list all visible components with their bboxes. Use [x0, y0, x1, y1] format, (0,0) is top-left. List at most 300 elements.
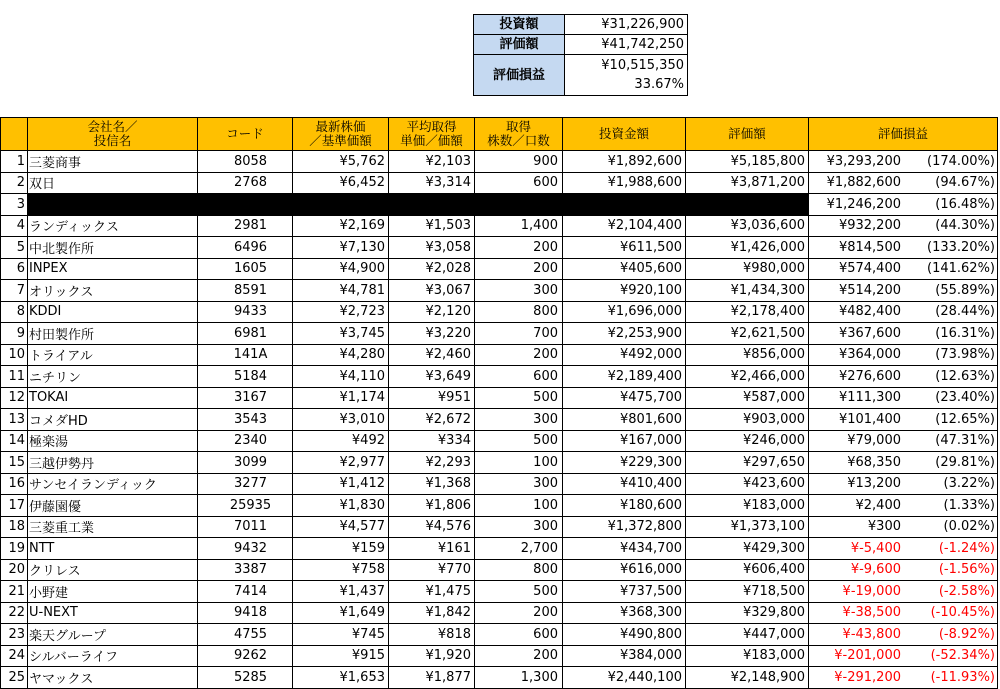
- profit-loss-cell[interactable]: [809, 258, 998, 280]
- profit-loss-cell[interactable]: [809, 387, 998, 409]
- latest-price-cell[interactable]: ¥1,830: [293, 495, 389, 517]
- stock-code-cell[interactable]: 9432: [198, 538, 293, 560]
- latest-price-cell[interactable]: ¥1,174: [293, 387, 389, 409]
- stock-code-cell[interactable]: [198, 194, 293, 216]
- avg-cost-cell[interactable]: ¥3,649: [389, 366, 475, 388]
- avg-cost-cell[interactable]: ¥4,576: [389, 516, 475, 538]
- latest-price-cell[interactable]: ¥5,762: [293, 151, 389, 173]
- row-index-cell[interactable]: 13: [1, 409, 28, 431]
- valuation-cell[interactable]: ¥329,800: [686, 602, 809, 624]
- profit-loss-percent: (1.33%): [943, 497, 995, 513]
- profit-loss-amount: ¥101,400: [838, 411, 901, 427]
- investment-amount-cell[interactable]: [563, 194, 686, 216]
- header-eval[interactable]: 評価額: [686, 118, 809, 151]
- stock-code-cell[interactable]: 2340: [198, 430, 293, 452]
- company-name-cell[interactable]: INPEX: [28, 258, 198, 280]
- profit-loss-amount: ¥574,400: [838, 261, 901, 277]
- profit-loss-percent: (12.65%): [935, 411, 995, 427]
- investment-amount-cell[interactable]: ¥384,000: [563, 645, 686, 667]
- summary-pl-value: ¥10,515,350: [601, 58, 684, 73]
- investment-amount-cell[interactable]: ¥1,988,600: [563, 172, 686, 194]
- profit-loss-cell[interactable]: [809, 473, 998, 495]
- latest-price-cell[interactable]: ¥4,900: [293, 258, 389, 280]
- company-name-cell[interactable]: ニチリン: [28, 366, 198, 388]
- investment-amount-cell[interactable]: ¥1,892,600: [563, 151, 686, 173]
- table-row: [1, 645, 998, 667]
- profit-loss-cell[interactable]: [809, 602, 998, 624]
- row-index-cell[interactable]: 12: [1, 387, 28, 409]
- latest-price-cell[interactable]: ¥2,977: [293, 452, 389, 474]
- company-name-cell[interactable]: クリレス: [28, 559, 198, 581]
- profit-loss-percent: (-52.34%): [930, 648, 995, 664]
- row-index-cell[interactable]: 24: [1, 645, 28, 667]
- latest-price-cell[interactable]: ¥4,110: [293, 366, 389, 388]
- stock-code-cell[interactable]: 3543: [198, 409, 293, 431]
- stock-code-cell[interactable]: 3099: [198, 452, 293, 474]
- stock-code-cell[interactable]: 3277: [198, 473, 293, 495]
- avg-cost-cell[interactable]: ¥2,293: [389, 452, 475, 474]
- profit-loss-cell[interactable]: [809, 559, 998, 581]
- quantity-cell[interactable]: 2,700: [475, 538, 563, 560]
- profit-loss-cell[interactable]: [809, 495, 998, 517]
- valuation-cell[interactable]: ¥1,373,100: [686, 516, 809, 538]
- stock-code-cell[interactable]: 8591: [198, 280, 293, 302]
- valuation-cell[interactable]: ¥903,000: [686, 409, 809, 431]
- profit-loss-percent: (94.67%): [935, 175, 995, 191]
- valuation-cell[interactable]: ¥1,434,300: [686, 280, 809, 302]
- table-row: [1, 495, 998, 517]
- summary-invest-value[interactable]: ¥31,226,900: [565, 15, 688, 35]
- valuation-cell[interactable]: ¥2,148,900: [686, 667, 809, 689]
- quantity-cell[interactable]: 300: [475, 473, 563, 495]
- table-row: [1, 602, 998, 624]
- profit-loss-cell[interactable]: [809, 280, 998, 302]
- quantity-cell[interactable]: 200: [475, 344, 563, 366]
- profit-loss-percent: (141.62%): [927, 261, 995, 277]
- profit-loss-percent: (55.89%): [935, 282, 995, 298]
- header-index-cell[interactable]: [1, 118, 28, 151]
- profit-loss-cell[interactable]: [809, 344, 998, 366]
- profit-loss-percent: (44.30%): [935, 218, 995, 234]
- company-name-cell[interactable]: 楽天グループ: [28, 624, 198, 646]
- header-code[interactable]: コード: [198, 118, 293, 151]
- avg-cost-cell[interactable]: ¥2,460: [389, 344, 475, 366]
- valuation-cell[interactable]: ¥2,621,500: [686, 323, 809, 345]
- profit-loss-cell[interactable]: [809, 323, 998, 345]
- stock-code-cell[interactable]: 2768: [198, 172, 293, 194]
- valuation-cell[interactable]: ¥297,650: [686, 452, 809, 474]
- latest-price-cell[interactable]: ¥745: [293, 624, 389, 646]
- table-row: [1, 559, 998, 581]
- stock-code-cell[interactable]: 2981: [198, 215, 293, 237]
- row-index-cell[interactable]: 15: [1, 452, 28, 474]
- stock-code-cell[interactable]: 9418: [198, 602, 293, 624]
- table-row: [1, 387, 998, 409]
- profit-loss-percent: (-1.56%): [938, 562, 995, 578]
- profit-loss-amount: ¥514,200: [838, 282, 901, 298]
- quantity-cell[interactable]: 500: [475, 430, 563, 452]
- latest-price-cell[interactable]: ¥3,745: [293, 323, 389, 345]
- row-index-cell[interactable]: 22: [1, 602, 28, 624]
- latest-price-cell[interactable]: ¥1,649: [293, 602, 389, 624]
- company-name-cell[interactable]: 村田製作所: [28, 323, 198, 345]
- stock-code-cell[interactable]: 4755: [198, 624, 293, 646]
- investment-amount-cell[interactable]: ¥405,600: [563, 258, 686, 280]
- quantity-cell[interactable]: 600: [475, 366, 563, 388]
- avg-cost-cell[interactable]: ¥1,842: [389, 602, 475, 624]
- table-row: [1, 452, 998, 474]
- profit-loss-amount: ¥932,200: [838, 218, 901, 234]
- profit-loss-percent: (3.22%): [943, 476, 995, 492]
- profit-loss-amount: ¥68,350: [847, 454, 901, 470]
- valuation-cell[interactable]: ¥856,000: [686, 344, 809, 366]
- avg-cost-cell[interactable]: ¥3,220: [389, 323, 475, 345]
- profit-loss-percent: (174.00%): [927, 153, 995, 169]
- investment-amount-cell[interactable]: ¥920,100: [563, 280, 686, 302]
- company-name-cell[interactable]: 中北製作所: [28, 237, 198, 259]
- profit-loss-cell[interactable]: [809, 301, 998, 323]
- table-row: [1, 538, 998, 560]
- stock-code-cell[interactable]: 5285: [198, 667, 293, 689]
- row-index-cell[interactable]: 11: [1, 366, 28, 388]
- profit-loss-cell[interactable]: [809, 516, 998, 538]
- header-avg[interactable]: [389, 118, 475, 151]
- profit-loss-percent: (-11.93%): [930, 669, 995, 685]
- avg-cost-cell[interactable]: ¥1,503: [389, 215, 475, 237]
- avg-cost-cell[interactable]: ¥2,672: [389, 409, 475, 431]
- avg-cost-cell[interactable]: ¥2,103: [389, 151, 475, 173]
- row-index-cell[interactable]: 5: [1, 237, 28, 259]
- investment-amount-cell[interactable]: ¥737,500: [563, 581, 686, 603]
- stock-code-cell[interactable]: 6496: [198, 237, 293, 259]
- header-price[interactable]: [293, 118, 389, 151]
- profit-loss-percent: (16.31%): [935, 325, 995, 341]
- quantity-cell[interactable]: 1,400: [475, 215, 563, 237]
- row-index-cell[interactable]: 19: [1, 538, 28, 560]
- profit-loss-amount: ¥1,246,200: [826, 196, 901, 212]
- valuation-cell[interactable]: ¥980,000: [686, 258, 809, 280]
- investment-amount-cell[interactable]: ¥611,500: [563, 237, 686, 259]
- quantity-cell[interactable]: 100: [475, 495, 563, 517]
- avg-cost-cell[interactable]: ¥1,920: [389, 645, 475, 667]
- profit-loss-amount: ¥-201,000: [834, 648, 901, 664]
- investment-amount-cell[interactable]: ¥229,300: [563, 452, 686, 474]
- table-row: [1, 301, 998, 323]
- summary-pl-label[interactable]: 評価損益: [474, 55, 565, 96]
- row-index-cell[interactable]: 3: [1, 194, 28, 216]
- investment-amount-cell[interactable]: ¥2,440,100: [563, 667, 686, 689]
- header-price-line1: 最新株価: [315, 119, 366, 134]
- summary-pl-row: [474, 55, 688, 96]
- profit-loss-amount: ¥276,600: [838, 368, 901, 384]
- stock-code-cell[interactable]: 9433: [198, 301, 293, 323]
- avg-cost-cell[interactable]: ¥770: [389, 559, 475, 581]
- company-name-cell[interactable]: 極楽湯: [28, 430, 198, 452]
- investment-amount-cell[interactable]: ¥434,700: [563, 538, 686, 560]
- valuation-cell[interactable]: ¥3,036,600: [686, 215, 809, 237]
- table-row: [1, 516, 998, 538]
- company-name-cell[interactable]: ヤマックス: [28, 667, 198, 689]
- profit-loss-cell[interactable]: [809, 624, 998, 646]
- quantity-cell[interactable]: 200: [475, 645, 563, 667]
- avg-cost-cell[interactable]: ¥1,877: [389, 667, 475, 689]
- quantity-cell[interactable]: 300: [475, 516, 563, 538]
- avg-cost-cell[interactable]: ¥2,120: [389, 301, 475, 323]
- valuation-cell[interactable]: ¥3,871,200: [686, 172, 809, 194]
- quantity-cell[interactable]: 200: [475, 258, 563, 280]
- profit-loss-amount: ¥1,882,600: [826, 175, 901, 191]
- header-name[interactable]: [28, 118, 198, 151]
- header-pl[interactable]: 評価損益: [809, 118, 998, 151]
- row-index-cell[interactable]: 10: [1, 344, 28, 366]
- valuation-cell[interactable]: ¥2,466,000: [686, 366, 809, 388]
- table-row: [1, 409, 998, 431]
- investment-amount-cell[interactable]: ¥167,000: [563, 430, 686, 452]
- valuation-cell[interactable]: ¥5,185,800: [686, 151, 809, 173]
- stock-code-cell[interactable]: 3167: [198, 387, 293, 409]
- quantity-cell[interactable]: 100: [475, 452, 563, 474]
- latest-price-cell[interactable]: ¥1,412: [293, 473, 389, 495]
- investment-amount-cell[interactable]: ¥1,696,000: [563, 301, 686, 323]
- row-index-cell[interactable]: 2: [1, 172, 28, 194]
- row-index-cell[interactable]: 9: [1, 323, 28, 345]
- valuation-cell[interactable]: ¥606,400: [686, 559, 809, 581]
- stock-code-cell[interactable]: 7414: [198, 581, 293, 603]
- profit-loss-percent: (-10.45%): [930, 605, 995, 621]
- latest-price-cell[interactable]: ¥915: [293, 645, 389, 667]
- header-price-line2: ／基準価額: [309, 133, 372, 148]
- investment-amount-cell[interactable]: ¥2,253,900: [563, 323, 686, 345]
- avg-cost-cell[interactable]: ¥3,058: [389, 237, 475, 259]
- stock-code-cell[interactable]: 5184: [198, 366, 293, 388]
- table-body: [1, 151, 998, 689]
- profit-loss-cell[interactable]: [809, 194, 998, 216]
- latest-price-cell[interactable]: ¥159: [293, 538, 389, 560]
- latest-price-cell[interactable]: ¥758: [293, 559, 389, 581]
- profit-loss-amount: ¥13,200: [847, 476, 901, 492]
- latest-price-cell[interactable]: ¥2,169: [293, 215, 389, 237]
- avg-cost-cell[interactable]: ¥1,475: [389, 581, 475, 603]
- latest-price-cell[interactable]: ¥1,653: [293, 667, 389, 689]
- avg-cost-cell[interactable]: ¥1,368: [389, 473, 475, 495]
- valuation-cell[interactable]: [686, 194, 809, 216]
- latest-price-cell[interactable]: ¥4,280: [293, 344, 389, 366]
- latest-price-cell[interactable]: ¥7,130: [293, 237, 389, 259]
- profit-loss-cell[interactable]: [809, 237, 998, 259]
- row-index-cell[interactable]: 17: [1, 495, 28, 517]
- profit-loss-cell[interactable]: [809, 452, 998, 474]
- profit-loss-cell[interactable]: [809, 645, 998, 667]
- company-name-cell[interactable]: 双日: [28, 172, 198, 194]
- table-row: [1, 473, 998, 495]
- investment-amount-cell[interactable]: ¥1,372,800: [563, 516, 686, 538]
- company-name-cell[interactable]: オリックス: [28, 280, 198, 302]
- profit-loss-percent: (23.40%): [935, 390, 995, 406]
- row-index-cell[interactable]: 25: [1, 667, 28, 689]
- investment-amount-cell[interactable]: ¥492,000: [563, 344, 686, 366]
- header-qty[interactable]: [475, 118, 563, 151]
- quantity-cell[interactable]: 300: [475, 280, 563, 302]
- company-name-cell[interactable]: サンセイランディック: [28, 473, 198, 495]
- investment-amount-cell[interactable]: ¥616,000: [563, 559, 686, 581]
- company-name-cell[interactable]: 三菱商事: [28, 151, 198, 173]
- profit-loss-cell[interactable]: [809, 215, 998, 237]
- company-name-cell[interactable]: 三菱重工業: [28, 516, 198, 538]
- quantity-cell[interactable]: 500: [475, 387, 563, 409]
- header-invest[interactable]: 投資金額: [563, 118, 686, 151]
- quantity-cell[interactable]: 800: [475, 301, 563, 323]
- company-name-cell[interactable]: 小野建: [28, 581, 198, 603]
- stock-code-cell[interactable]: 1605: [198, 258, 293, 280]
- valuation-cell[interactable]: ¥447,000: [686, 624, 809, 646]
- profit-loss-amount: ¥3,293,200: [826, 153, 901, 169]
- summary-eval-value[interactable]: ¥41,742,250: [565, 35, 688, 55]
- profit-loss-percent: (-8.92%): [938, 626, 995, 642]
- avg-cost-cell[interactable]: ¥334: [389, 430, 475, 452]
- profit-loss-percent: (-1.24%): [938, 540, 995, 556]
- profit-loss-amount: ¥-5,400: [850, 540, 901, 556]
- summary-eval-row: [474, 35, 688, 55]
- row-index-cell[interactable]: 21: [1, 581, 28, 603]
- row-index-cell[interactable]: 6: [1, 258, 28, 280]
- quantity-cell[interactable]: 200: [475, 237, 563, 259]
- avg-cost-cell[interactable]: ¥2,028: [389, 258, 475, 280]
- valuation-cell[interactable]: ¥2,178,400: [686, 301, 809, 323]
- valuation-cell[interactable]: ¥587,000: [686, 387, 809, 409]
- quantity-cell[interactable]: 200: [475, 602, 563, 624]
- summary-box: [473, 14, 688, 96]
- company-name-cell[interactable]: ランディックス: [28, 215, 198, 237]
- table-row: [1, 430, 998, 452]
- company-name-cell[interactable]: 伊藤園優: [28, 495, 198, 517]
- row-index-cell[interactable]: 18: [1, 516, 28, 538]
- quantity-cell[interactable]: 600: [475, 624, 563, 646]
- profit-loss-cell[interactable]: [809, 667, 998, 689]
- latest-price-cell[interactable]: [293, 194, 389, 216]
- row-index-cell[interactable]: 4: [1, 215, 28, 237]
- company-name-cell[interactable]: U-NEXT: [28, 602, 198, 624]
- company-name-cell[interactable]: [28, 194, 198, 216]
- profit-loss-cell[interactable]: [809, 172, 998, 194]
- profit-loss-cell[interactable]: [809, 581, 998, 603]
- avg-cost-cell[interactable]: ¥818: [389, 624, 475, 646]
- row-index-cell[interactable]: 23: [1, 624, 28, 646]
- row-index-cell[interactable]: 7: [1, 280, 28, 302]
- quantity-cell[interactable]: 500: [475, 581, 563, 603]
- stock-code-cell[interactable]: 9262: [198, 645, 293, 667]
- company-name-cell[interactable]: TOKAI: [28, 387, 198, 409]
- profit-loss-cell[interactable]: [809, 538, 998, 560]
- profit-loss-percent: (133.20%): [927, 239, 995, 255]
- valuation-cell[interactable]: ¥183,000: [686, 495, 809, 517]
- quantity-cell[interactable]: 600: [475, 172, 563, 194]
- latest-price-cell[interactable]: ¥6,452: [293, 172, 389, 194]
- investment-amount-cell[interactable]: ¥475,700: [563, 387, 686, 409]
- quantity-cell[interactable]: 300: [475, 409, 563, 431]
- latest-price-cell[interactable]: ¥1,437: [293, 581, 389, 603]
- quantity-cell[interactable]: 700: [475, 323, 563, 345]
- valuation-cell[interactable]: ¥1,426,000: [686, 237, 809, 259]
- stock-code-cell[interactable]: 141A: [198, 344, 293, 366]
- profit-loss-amount: ¥2,400: [855, 497, 901, 513]
- investment-amount-cell[interactable]: ¥180,600: [563, 495, 686, 517]
- investment-amount-cell[interactable]: ¥410,400: [563, 473, 686, 495]
- valuation-cell[interactable]: ¥429,300: [686, 538, 809, 560]
- valuation-cell[interactable]: ¥718,500: [686, 581, 809, 603]
- valuation-cell[interactable]: ¥423,600: [686, 473, 809, 495]
- profit-loss-cell[interactable]: [809, 366, 998, 388]
- valuation-cell[interactable]: ¥246,000: [686, 430, 809, 452]
- avg-cost-cell[interactable]: ¥951: [389, 387, 475, 409]
- valuation-cell[interactable]: ¥183,000: [686, 645, 809, 667]
- summary-eval-label[interactable]: 評価額: [474, 35, 565, 55]
- investment-amount-cell[interactable]: ¥368,300: [563, 602, 686, 624]
- quantity-cell[interactable]: [475, 194, 563, 216]
- profit-loss-amount: ¥300: [867, 519, 901, 535]
- stock-code-cell[interactable]: 25935: [198, 495, 293, 517]
- company-name-cell[interactable]: 三越伊勢丹: [28, 452, 198, 474]
- profit-loss-cell[interactable]: [809, 430, 998, 452]
- table-row: [1, 237, 998, 259]
- profit-loss-amount: ¥-9,600: [850, 562, 901, 578]
- investment-amount-cell[interactable]: ¥490,800: [563, 624, 686, 646]
- avg-cost-cell[interactable]: ¥161: [389, 538, 475, 560]
- summary-invest-row: [474, 15, 688, 35]
- stock-code-cell[interactable]: 7011: [198, 516, 293, 538]
- table-row: [1, 151, 998, 173]
- company-name-cell[interactable]: NTT: [28, 538, 198, 560]
- row-index-cell[interactable]: 16: [1, 473, 28, 495]
- profit-loss-percent: (12.63%): [935, 368, 995, 384]
- investment-amount-cell[interactable]: ¥2,104,400: [563, 215, 686, 237]
- stock-code-cell[interactable]: 8058: [198, 151, 293, 173]
- header-qty-line2: 株数／口数: [487, 133, 550, 148]
- latest-price-cell[interactable]: ¥4,577: [293, 516, 389, 538]
- summary-invest-label[interactable]: 投資額: [474, 15, 565, 35]
- company-name-cell[interactable]: コメダHD: [28, 409, 198, 431]
- summary-pl-cell[interactable]: [565, 55, 688, 96]
- latest-price-cell[interactable]: ¥4,781: [293, 280, 389, 302]
- quantity-cell[interactable]: 1,300: [475, 667, 563, 689]
- latest-price-cell[interactable]: ¥492: [293, 430, 389, 452]
- company-name-cell[interactable]: KDDI: [28, 301, 198, 323]
- header-avg-line2: 単価／価額: [400, 133, 463, 148]
- company-name-cell[interactable]: トライアル: [28, 344, 198, 366]
- profit-loss-cell[interactable]: [809, 409, 998, 431]
- profit-loss-percent: (0.02%): [943, 519, 995, 535]
- profit-loss-percent: (73.98%): [935, 347, 995, 363]
- latest-price-cell[interactable]: ¥3,010: [293, 409, 389, 431]
- stock-code-cell[interactable]: 6981: [198, 323, 293, 345]
- avg-cost-cell[interactable]: ¥3,067: [389, 280, 475, 302]
- quantity-cell[interactable]: 800: [475, 559, 563, 581]
- avg-cost-cell[interactable]: ¥3,314: [389, 172, 475, 194]
- investment-amount-cell[interactable]: ¥2,189,400: [563, 366, 686, 388]
- row-index-cell[interactable]: 14: [1, 430, 28, 452]
- avg-cost-cell[interactable]: ¥1,806: [389, 495, 475, 517]
- row-index-cell[interactable]: 1: [1, 151, 28, 173]
- profit-loss-cell[interactable]: [809, 151, 998, 173]
- row-index-cell[interactable]: 8: [1, 301, 28, 323]
- avg-cost-cell[interactable]: [389, 194, 475, 216]
- table-row: [1, 258, 998, 280]
- row-index-cell[interactable]: 20: [1, 559, 28, 581]
- latest-price-cell[interactable]: ¥2,723: [293, 301, 389, 323]
- company-name-cell[interactable]: シルバーライフ: [28, 645, 198, 667]
- investment-amount-cell[interactable]: ¥801,600: [563, 409, 686, 431]
- stock-code-cell[interactable]: 3387: [198, 559, 293, 581]
- quantity-cell[interactable]: 900: [475, 151, 563, 173]
